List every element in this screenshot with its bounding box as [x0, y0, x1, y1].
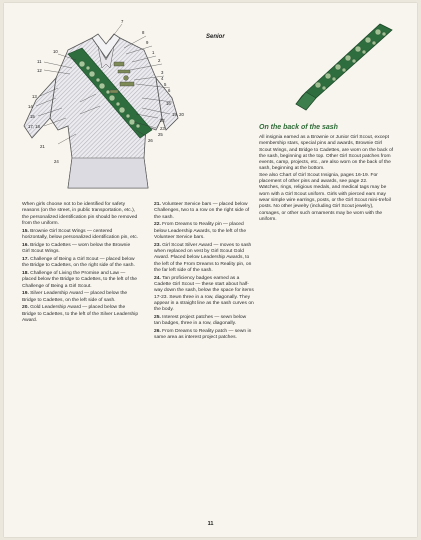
item-number: 21. [154, 202, 161, 207]
callout-4: 4 [161, 76, 164, 81]
callout-19-20: 19, 20 [172, 112, 184, 117]
callout-23: 23 [160, 126, 165, 131]
callout-3: 3 [161, 70, 164, 75]
item-number: 23. [154, 242, 161, 248]
item-number: 25. [154, 315, 161, 321]
uniform-figure [6, 18, 202, 194]
item-text: Challenge of Being a Girl Scout — placed below the Bridge to Cadettes, on the right side of the sash. [22, 256, 135, 269]
callout-13: 13 [32, 94, 37, 99]
list-item [154, 243, 254, 274]
callout-25: 25 [158, 132, 163, 137]
callout-26: 26 [148, 138, 153, 143]
callout-11: 11 [37, 59, 42, 64]
item-number: 19. [22, 291, 29, 297]
intro-paragraph: When girls choose not to be identified for safety reasons (on the street, in public transportation, etc.), the personalized identification pin should be removed from the uniform. [22, 202, 138, 226]
callout-17-18: 17, 18 [28, 124, 40, 129]
callout-6: 6 [168, 88, 171, 93]
list-item [154, 329, 254, 342]
list-item [22, 257, 139, 270]
sash-back-illustration [276, 20, 396, 112]
callout-14: 14 [28, 104, 33, 109]
callout-24: 24 [54, 159, 59, 164]
callout-16: 16 [166, 101, 171, 106]
item-text: From Dreams to Reality pin — placed below Leadership Awards, to the left of the Volunteer Service bars. [154, 222, 247, 240]
callout-15: 15 [30, 114, 35, 119]
column-left [22, 202, 139, 326]
item-text: Challenge of Living the Promise and Law — placed below the Bridge to Cadettes, to the left of the Challenge of Being a Girl Scout. [22, 270, 138, 289]
section-header: Senior [206, 34, 225, 40]
sidebar-paragraph: Watches, rings, religious medals, and medical tags may be worn with a Girl Scout uniform. Girls with pierced ears may wear simple wire earrings, posts, or the Girl Scout mini-trefoil posts. No other jewelry (including Girl Scout jewelry), corsages, or other such ornaments may be worn with the uniform. [259, 185, 391, 222]
list-item [22, 271, 139, 290]
item-number: 20. [22, 305, 29, 311]
uniform-skirt [68, 158, 148, 188]
item-number: 17. [22, 256, 29, 262]
item-text: Brownie Girl Scout Wings — centered horizontally, below personalized identification pin, etc. [22, 228, 138, 240]
list-item [22, 243, 139, 256]
callout-22: 22 [160, 118, 165, 123]
callout-8: 8 [142, 30, 145, 35]
list-item [22, 229, 139, 242]
sidebar-title: On the back of the sash [259, 124, 338, 131]
callout-9: 9 [146, 40, 149, 45]
item-number: 15. [22, 228, 29, 234]
item-text: Tan proficiency badges earned as a Cadette Girl Scout — these start about half-way down the sash, below the space for items 17-23. Sewn three in a row, diagonally. They appear in a straight line as the sash curves on the body. [154, 275, 254, 313]
list-item [22, 291, 139, 304]
list-item [154, 202, 254, 221]
item-text: From Dreams to Reality patch — sewn in same area as interest project patches. [154, 329, 252, 341]
callout-10: 10 [53, 49, 58, 54]
sidebar-text [259, 135, 395, 223]
callout-2: 2 [158, 58, 161, 63]
sash-back-figure [276, 20, 396, 112]
item-text: Volunteer Service bars — placed below Challenges, two to a row on the right side of the sash. [154, 202, 250, 220]
item-text: Interest project patches — sewn below tan badges, three in a row, diagonally. [154, 315, 247, 327]
uniform-illustration [6, 18, 202, 194]
item-number: 16. [22, 242, 29, 248]
list-item [154, 222, 254, 241]
item-text: Silver Leadership Award — placed below the Bridge to Cadettes, on the left side of sash. [22, 291, 128, 303]
list-item [154, 315, 254, 328]
sidebar-paragraph: See also Chart of Girl Scout Insignia, pages 16-19. For placement of other pins and awards, see page 22. [259, 172, 378, 185]
item-text: Gold Leadership Award — placed below the Bridge to Cadettes, to the left of the Silver Leadership Award. [22, 305, 139, 324]
item-text: Girl Scout Silver Award — moves to sash when replaced on vest by Girl Scout Gold Award. Placed below Leadership Awards, to the left of the From Dreams to Reality pin, on the far left side of the sash. [154, 242, 252, 273]
item-number: 18. [22, 270, 29, 276]
column-middle [154, 202, 254, 343]
callout-7: 7 [121, 19, 124, 24]
callout-5: 5 [164, 82, 167, 87]
callout-1: 1 [152, 50, 155, 55]
sidebar-paragraph: All insignia earned as a Brownie or Junior Girl Scout, except membership stars, special pins and awards, Brownie Girl Scout Wings, and Bridge to Cadettes, are worn on the back of the sash, beginning at the top. Other Girl Scout patches from events, camp, projects, etc., are also worn on the back of the sash, beginning at the bottom. [259, 135, 394, 172]
list-item [22, 305, 139, 324]
item-number: 26. [154, 329, 161, 335]
item-number: 24. [154, 275, 161, 281]
item-number: 22. [154, 222, 161, 228]
list-item [154, 276, 254, 314]
callout-12: 12 [37, 68, 42, 73]
page-number: 11 [207, 521, 214, 527]
callout-21: 21 [40, 144, 45, 149]
item-text: Bridge to Cadettes — worn below the Brownie Girl Scout Wings. [22, 242, 131, 255]
